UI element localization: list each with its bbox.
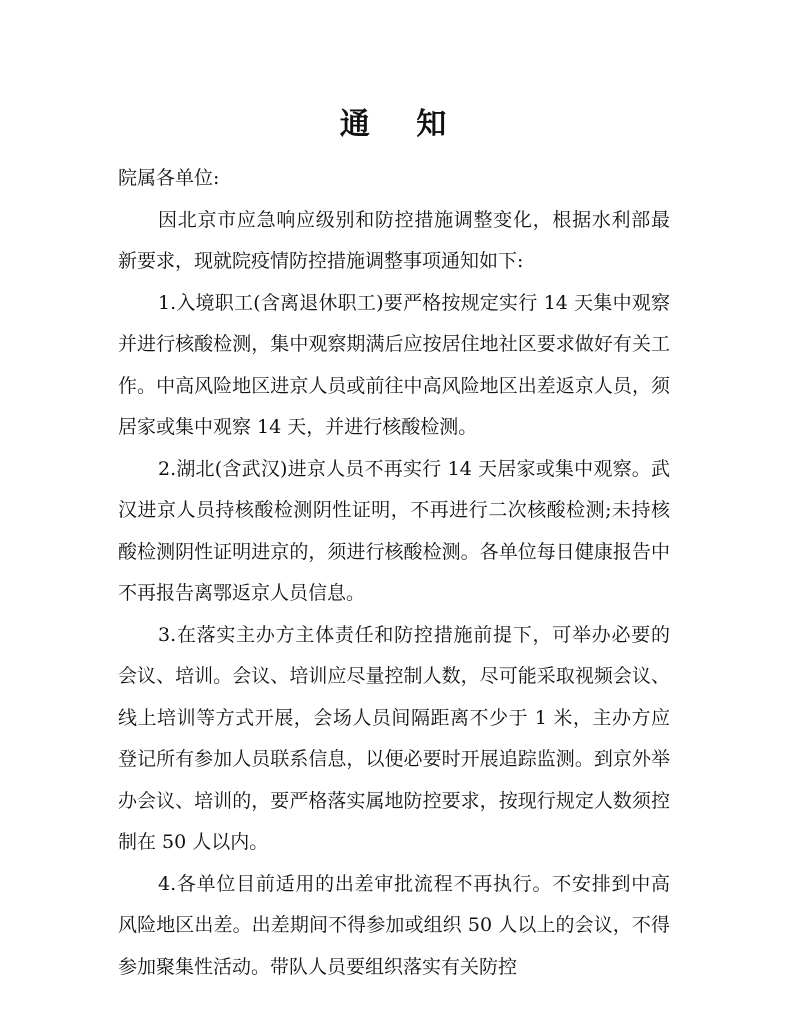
item-2-paragraph: 2.湖北(含武汉)进京人员不再实行 14 天居家或集中观察。武汉进京人员持核酸检测阴性证明，不再进行二次核酸检测;未持核酸检测阴性证明进京的，须进行核酸检测。各单位每日健康报告中不再报告离鄂返京人员信息。	[118, 457, 670, 604]
document-body	[118, 158, 670, 988]
document-title: 通 知	[339, 107, 465, 142]
item-3-paragraph: 3.在落实主办方主体责任和防控措施前提下，可举办必要的会议、培训。会议、培训应尽量控制人数，尽可能采取视频会议、线上培训等方式开展，会场人员间隔距离不少于 1 米，主办方应登记所有参加人员联系信息，以便必要时开展追踪监测。到京外举办会议、培训的，要严格落实属地防控要求，按现行规定人数须控制在 50 人以内。	[118, 623, 670, 853]
item-1-paragraph: 1.入境职工(含离退休职工)要严格按规定实行 14 天集中观察并进行核酸检测，集中观察期满后应按居住地社区要求做好有关工作。中高风险地区进京人员或前往中高风险地区出差返京人员，须居家或集中观察 14 天，并进行核酸检测。	[118, 291, 670, 438]
intro-paragraph: 因北京市应急响应级别和防控措施调整变化，根据水利部最新要求，现就院疫情防控措施调整事项通知如下:	[118, 208, 670, 272]
item-4-paragraph: 4.各单位目前适用的出差审批流程不再执行。不安排到中高风险地区出差。出差期间不得参加或组织 50 人以上的会议，不得参加聚集性活动。带队人员要组织落实有关防控	[118, 872, 670, 978]
salutation: 院属各单位:	[118, 167, 220, 189]
